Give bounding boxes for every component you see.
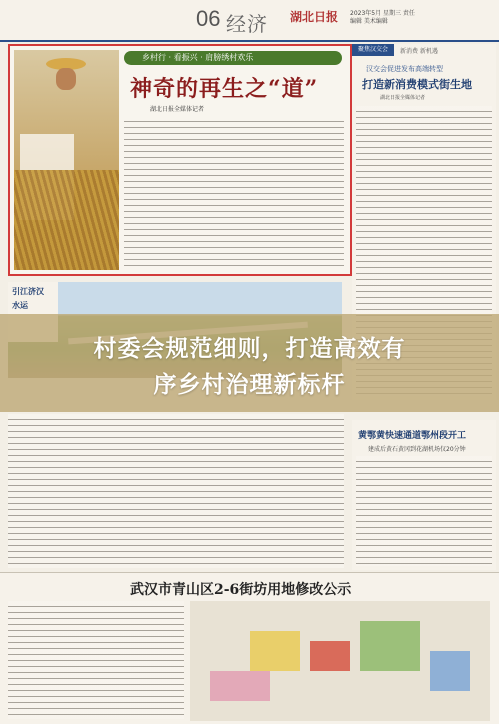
lower-left-body-text	[8, 414, 344, 568]
feature-headline: 神奇的再生之“道”	[130, 76, 319, 102]
series-banner: 乡村行 · 看振兴 · 肩膀绣村欢乐	[124, 51, 342, 65]
map-zone-blue	[430, 651, 470, 691]
notice-body-text	[8, 601, 184, 719]
right-article-headline: 黄鄂黄快速通道鄂州段开工	[358, 431, 467, 441]
public-notice	[0, 572, 499, 724]
sidebar-tag-note: 新消费 新机遇	[400, 48, 438, 55]
farmer-face-shape	[56, 68, 76, 90]
notice-title: 武汉市青山区2-6街坊用地修改公示	[130, 582, 352, 598]
sidebar-headline: 打造新消费模式街生地	[362, 78, 472, 91]
section-label: 经济	[226, 12, 268, 36]
sidebar-byline: 湖北日报全媒体记者	[380, 95, 426, 101]
map-zone-red	[310, 641, 350, 671]
farmer-photo	[14, 50, 119, 270]
paper-logo: 湖北日报	[290, 10, 339, 24]
map-zone-yellow	[250, 631, 300, 671]
overlay-line-1: 村委会规范细则，打造高效有	[93, 336, 406, 362]
edition-info: 2023年5月 星期三 责任编辑 美术编辑	[350, 10, 415, 25]
wheat-field-shape	[14, 170, 119, 270]
right-article	[352, 420, 496, 570]
sidebar-kicker: 汉交会促进发布高端转型	[366, 65, 443, 73]
right-article-body-text	[356, 456, 492, 566]
page-number: 06	[196, 6, 221, 31]
aerial-label-line2: 水运	[12, 300, 28, 310]
masthead	[0, 0, 499, 42]
caption-overlay	[0, 314, 499, 412]
feature-body-text	[124, 116, 344, 266]
sidebar-tag: 聚焦汉交会	[352, 44, 394, 56]
aerial-label-line1: 引江济汉	[12, 286, 44, 296]
overlay-line-2: 序乡村治理新标杆	[153, 372, 346, 398]
map-zone-pink	[210, 671, 270, 701]
zoning-map	[190, 601, 490, 721]
right-article-subheadline: 建成后黄石黄冈到花湖机场仅20分钟	[368, 446, 466, 453]
feature-byline: 湖北日报全媒体记者	[150, 106, 205, 113]
map-zone-green	[360, 621, 420, 671]
feature-article	[8, 44, 352, 276]
